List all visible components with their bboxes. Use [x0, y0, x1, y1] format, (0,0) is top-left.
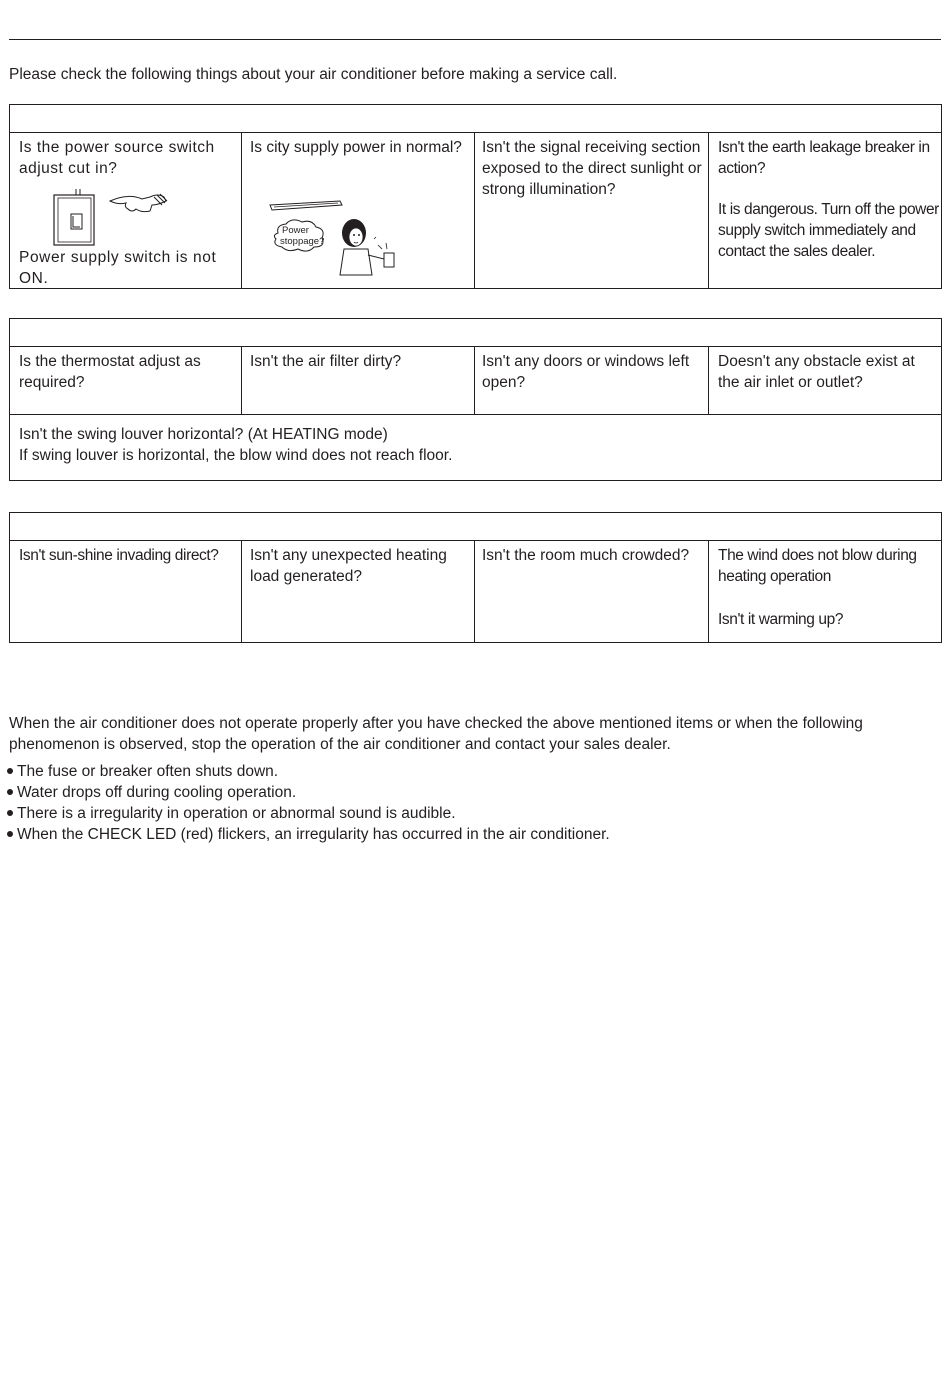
table-row [10, 347, 941, 415]
intro-text: Please check the following things about your air conditioner before making a service call. [9, 66, 618, 83]
table-cell [475, 541, 709, 642]
bullet-icon [7, 831, 13, 837]
bullet-icon [7, 810, 13, 816]
table-cell [709, 133, 941, 288]
cell-question: Isn't the air filter dirty? [250, 353, 402, 370]
symptom-list [7, 761, 610, 845]
cell-question: Isn't any unexpected heating load generated? [250, 547, 447, 585]
table-cell [475, 347, 709, 414]
wide-cell-line: Isn't the swing louver horizontal? (At HEATING mode) [19, 426, 388, 443]
table-1-header [10, 105, 941, 133]
check-table-3 [9, 512, 942, 643]
cell-question: Isn't any doors or windows left open? [482, 353, 690, 391]
cell-note: It is dangerous. Turn off the power supply switch immediately and contact the sales dealer. [718, 201, 939, 260]
table-3-header [10, 513, 941, 541]
table-2-header [10, 319, 941, 347]
cell-question: Isn't the signal receiving section exposed to the direct sunlight or strong illumination? [482, 139, 702, 198]
list-item-text: There is a irregularity in operation or abnormal sound is audible. [17, 805, 456, 822]
cell-question: Isn't sun-shine invading direct? [19, 547, 219, 564]
cell-note: Isn't it warming up? [718, 611, 844, 628]
table-cell [10, 541, 242, 642]
table-cell [475, 133, 709, 288]
bullet-icon [7, 789, 13, 795]
list-item [7, 782, 610, 803]
top-rule [9, 39, 941, 40]
table-cell [10, 133, 242, 288]
list-item [7, 803, 610, 824]
list-item-text: Water drops off during cooling operation. [17, 784, 297, 801]
list-item [7, 761, 610, 782]
list-item [7, 824, 610, 845]
cell-question: Isn't the earth leakage breaker in action? [718, 139, 930, 177]
cell-question: Is city supply power in normal? [250, 139, 462, 156]
table-row [10, 133, 941, 288]
power-stoppage-illustration [268, 199, 403, 277]
cell-question: Is the power source switch adjust cut in? [19, 139, 215, 177]
cell-note: Power supply switch is not ON. [19, 249, 217, 287]
power-switch-illustration [46, 189, 176, 251]
check-table-1 [9, 104, 942, 289]
cell-question: Doesn't any obstacle exist at the air inlet or outlet? [718, 353, 915, 391]
cell-question: The wind does not blow during heating operation [718, 547, 917, 585]
cell-question: Is the thermostat adjust as required? [19, 353, 201, 391]
table-cell [242, 347, 475, 414]
table-cell [242, 541, 475, 642]
table-cell [10, 347, 242, 414]
bullet-icon [7, 768, 13, 774]
list-item-text: When the CHECK LED (red) flickers, an irregularity has occurred in the air conditioner. [17, 826, 610, 843]
cell-question: Isn't the room much crowded? [482, 547, 690, 564]
table-cell [242, 133, 475, 288]
wide-cell-line: If swing louver is horizontal, the blow wind does not reach floor. [19, 447, 453, 464]
list-item-text: The fuse or breaker often shuts down. [17, 763, 279, 780]
closing-paragraph: When the air conditioner does not operate properly after you have checked the above mentioned items or when the following phenomenon is observed, stop the operation of the air conditioner and contact your sales dealer. [9, 715, 863, 753]
table-wide-cell [10, 415, 941, 466]
table-cell [709, 347, 941, 414]
power-stoppage-label: Power [282, 225, 309, 236]
power-stoppage-label: stoppage? [280, 236, 325, 247]
check-table-2 [9, 318, 942, 481]
table-cell [709, 541, 941, 642]
table-row [10, 541, 941, 642]
